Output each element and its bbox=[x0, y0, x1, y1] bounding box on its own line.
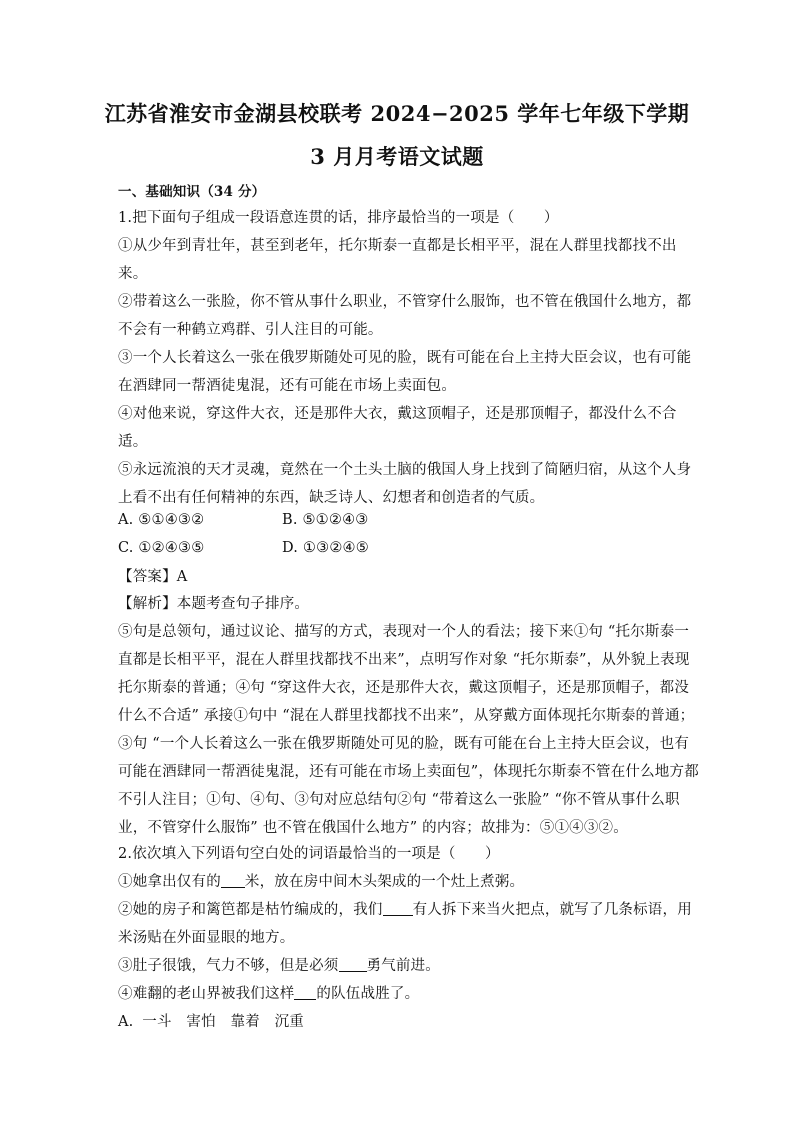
q2-sentence-3-post: 勇气前进。 bbox=[366, 958, 440, 974]
q1-analysis-line: 托尔斯泰的普通；④句 “穿这件大衣，还是那件大衣，戴这顶帽子，还是那顶帽子，都没 bbox=[118, 680, 690, 696]
q1-sentence-4-cont: 适。 bbox=[118, 434, 148, 450]
fill-blank bbox=[221, 873, 245, 888]
q1-analysis-line: 直都是长相平平，混在人群里找都找不出来”，点明写作对象 “托尔斯泰”，从外貌上表现 bbox=[118, 652, 690, 668]
q1-sentence-2: ②带着这么一张脸，你不管从事什么职业，不管穿什么服饰，也不管在俄国什么地方，都 bbox=[118, 294, 692, 310]
q1-options-row-1 bbox=[118, 512, 678, 528]
q1-analysis-line: 不引人注目；①句、④句、③句对应总结句②句 “带着这么一张脸” “你不管从事什么职 bbox=[118, 792, 680, 808]
q2-sentence-1-pre: ①她拿出仅有的 bbox=[118, 874, 221, 890]
question-2-stem: 2.依次填入下列语句空白处的词语最恰当的一项是（ ） bbox=[118, 846, 500, 862]
q1-sentence-1-cont: 来。 bbox=[118, 266, 148, 282]
q1-sentence-2-cont: 不会有一种鹤立鸡群、引人注目的可能。 bbox=[118, 322, 383, 338]
q1-sentence-5: ⑤永远流浪的天才灵魂，竟然在一个土头土脑的俄国人身上找到了简陋归宿，从这个人身 bbox=[118, 462, 692, 478]
q1-sentence-3: ③一个人长着这么一张在俄罗斯随处可见的脸，既有可能在台上主持大臣会议，也有可能 bbox=[118, 350, 692, 366]
q1-analysis-line: ⑤句是总领句，通过议论、描写的方式，表现对一个人的看法；接下来①句 “托尔斯泰一 bbox=[118, 624, 690, 640]
q1-analysis-heading: 【解析】本题考查句子排序。 bbox=[118, 596, 310, 612]
fill-blank bbox=[339, 957, 367, 972]
q1-analysis-line: 可能在酒肆同一帮酒徒鬼混，还有可能在市场上卖面包”，体现托尔斯泰不管在什么地方都 bbox=[118, 764, 699, 780]
q1-sentence-4: ④对他来说，穿这件大衣，还是那件大衣，戴这顶帽子，还是那顶帽子，都没什么不合 bbox=[118, 406, 677, 422]
question-1-stem: 1.把下面句子组成一段语意连贯的话，排序最恰当的一项是（ ） bbox=[118, 210, 559, 226]
q1-options-row-2 bbox=[118, 540, 678, 556]
q1-option-d: D. ①③②④⑤ bbox=[282, 540, 369, 556]
q1-option-a: A. ⑤①④③② bbox=[118, 512, 205, 528]
q2-sentence-3-pre: ③肚子很饿，气力不够，但是必须 bbox=[118, 958, 339, 974]
q2-sentence-3 bbox=[118, 954, 678, 975]
q1-analysis-line: 业，不管穿什么服饰” 也不管在俄国什么地方” 的内容；故排为：⑤①④③②。 bbox=[118, 820, 628, 836]
q2-sentence-1-post: 米，放在房中间木头架成的一个灶上煮粥。 bbox=[244, 874, 525, 890]
q2-option-a: A. 一斗 害怕 靠着 沉重 bbox=[118, 1014, 304, 1030]
fill-blank bbox=[383, 901, 413, 916]
document-title-line2: 3 月月考语文试题 bbox=[310, 144, 484, 169]
q2-sentence-2-cont: 米汤贴在外面显眼的地方。 bbox=[118, 930, 295, 946]
q1-analysis-line: 什么不合适” 承接①句中 “混在人群里找都找不出来”，从穿戴方面体现托尔斯泰的普通； bbox=[118, 708, 695, 724]
q1-analysis-line: ③句 “一个人长着这么一张在俄罗斯随处可见的脸，既有可能在台上主持大臣会议，也有 bbox=[118, 736, 690, 752]
q1-option-b: B. ⑤①②④③ bbox=[282, 512, 369, 528]
q2-sentence-2 bbox=[118, 898, 692, 919]
q1-sentence-5-cont: 上看不出有任何精神的东西，缺乏诗人、幻想者和创造者的气质。 bbox=[118, 490, 545, 506]
q2-sentence-1 bbox=[118, 870, 678, 891]
document-title-line1: 江苏省淮安市金湖县校联考 2024−2025 学年七年级下学期 bbox=[104, 101, 690, 126]
section-heading: 一、基础知识（34 分） bbox=[118, 184, 266, 200]
q1-option-c: C. ①②④③⑤ bbox=[118, 540, 205, 556]
q1-sentence-1: ①从少年到青壮年，甚至到老年，托尔斯泰一直都是长相平平，混在人群里找都找不出 bbox=[118, 238, 677, 254]
q2-sentence-4 bbox=[118, 982, 678, 1003]
q2-sentence-2-pre: ②她的房子和篱笆都是枯竹编成的，我们 bbox=[118, 902, 383, 918]
q2-sentence-4-pre: ④难翻的老山界被我们这样 bbox=[118, 986, 295, 1002]
q2-sentence-2-post: 有人拆下来当火把点，就写了几条标语，用 bbox=[412, 902, 692, 918]
q1-sentence-3-cont: 在酒肆同一帮酒徒鬼混，还有可能在市场上卖面包。 bbox=[118, 378, 457, 394]
q2-sentence-4-post: 的队伍战胜了。 bbox=[316, 986, 420, 1002]
fill-blank bbox=[294, 985, 316, 1000]
q1-answer: 【答案】A bbox=[118, 569, 188, 585]
